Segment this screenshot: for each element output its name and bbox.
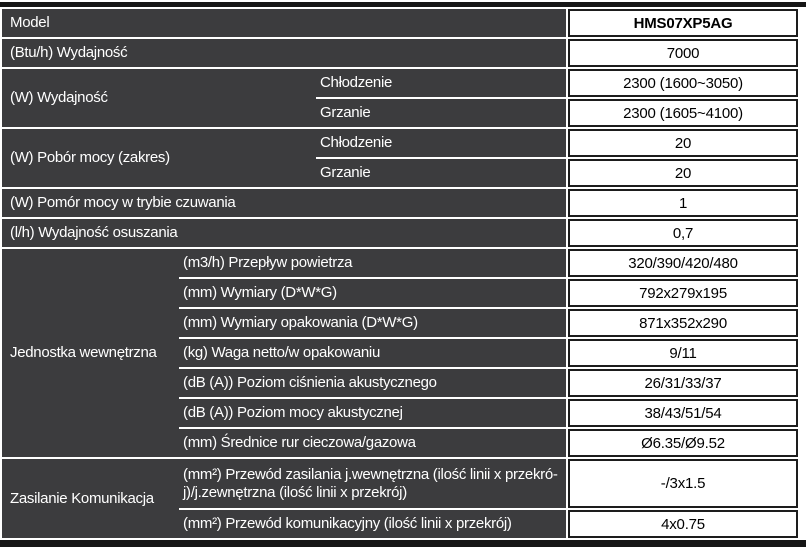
sublabel-pipe-diameters: (mm) Średnice rur cieczowa/gazowa [179,429,566,457]
row-label-power-comm: Zasilanie Komunikacja [2,459,179,538]
sound-pressure-value: 26/31/33/37 [568,369,798,397]
cell-packaging-dimensions-value [566,309,798,337]
sublabel-packaging-dimensions: (mm) Wymiary opakowania (D*W*G) [179,309,566,337]
bottom-border-bar [0,540,806,547]
model-value: HMS07XP5AG [568,9,798,37]
cell-dimensions-value [566,279,798,307]
power-heating-value: 20 [568,159,798,187]
row-label-power-input: (W) Pobór mocy (zakres) [2,129,316,187]
pipe-diameters-value: Ø6.35/Ø9.52 [568,429,798,457]
sublabel-capacity-cooling: Chłodzenie [316,69,566,97]
cell-sound-power-value [566,399,798,427]
sublabel-power-cable: (mm²) Przewód zasilania j.wewnętrzna (ilość linii x przekró-j)/j.zewnętrzna (ilość linii x przekrój) [179,459,566,508]
table-row [2,39,798,67]
sublabel-airflow: (m3/h) Przepływ powietrza [179,249,566,277]
table-row [2,219,798,247]
cell-capacity-heating-value [566,99,798,127]
sublabel-sound-pressure: (dB (A)) Poziom ciśnienia akustycznego [179,369,566,397]
sublabel-sound-power: (dB (A)) Poziom mocy akustycznej [179,399,566,427]
sublabel-dimensions: (mm) Wymiary (D*W*G) [179,279,566,307]
cell-power-heating-value [566,159,798,187]
dimensions-value: 792x279x195 [568,279,798,307]
table-row [2,9,798,37]
row-label-dehumidification: (l/h) Wydajność osuszania [2,219,566,247]
sublabel-capacity-heating: Grzanie [316,99,566,127]
sublabel-comm-cable: (mm²) Przewód komunikacyjny (ilość linii x przekrój) [179,510,566,538]
cell-capacity-cooling-value [566,69,798,97]
cell-pipe-diameters-value [566,429,798,457]
sublabel-power-cooling: Chłodzenie [316,129,566,157]
cell-capacity-btu-value [566,39,798,67]
power-cable-value: -/3x1.5 [568,459,798,508]
sound-power-value: 38/43/51/54 [568,399,798,427]
cell-weight-value [566,339,798,367]
sublabel-weight: (kg) Waga netto/w opakowaniu [179,339,566,367]
packaging-dimensions-value: 871x352x290 [568,309,798,337]
capacity-heating-value: 2300 (1605~4100) [568,99,798,127]
power-cooling-value: 20 [568,129,798,157]
table-row [2,249,798,277]
table-row [2,189,798,217]
cell-power-cooling-value [566,129,798,157]
cell-model-value [566,9,798,37]
cell-standby-power-value [566,189,798,217]
table-row [2,459,798,508]
spec-table [2,7,798,540]
cell-sound-pressure-value [566,369,798,397]
dehumidification-value: 0,7 [568,219,798,247]
cell-airflow-value [566,249,798,277]
sublabel-power-heating: Grzanie [316,159,566,187]
row-label-capacity-w: (W) Wydajność [2,69,316,127]
capacity-btu-value: 7000 [568,39,798,67]
row-label-model: Model [2,9,566,37]
airflow-value: 320/390/420/480 [568,249,798,277]
comm-cable-value: 4x0.75 [568,510,798,538]
cell-dehumidification-value [566,219,798,247]
weight-value: 9/11 [568,339,798,367]
table-row [2,129,798,157]
cell-power-cable-value [566,459,798,508]
table-row [2,69,798,97]
cell-comm-cable-value [566,510,798,538]
row-label-standby-power: (W) Pomór mocy w trybie czuwania [2,189,566,217]
row-label-indoor-unit: Jednostka wewnętrzna [2,249,179,457]
standby-power-value: 1 [568,189,798,217]
row-label-capacity-btu: (Btu/h) Wydajność [2,39,566,67]
capacity-cooling-value: 2300 (1600~3050) [568,69,798,97]
